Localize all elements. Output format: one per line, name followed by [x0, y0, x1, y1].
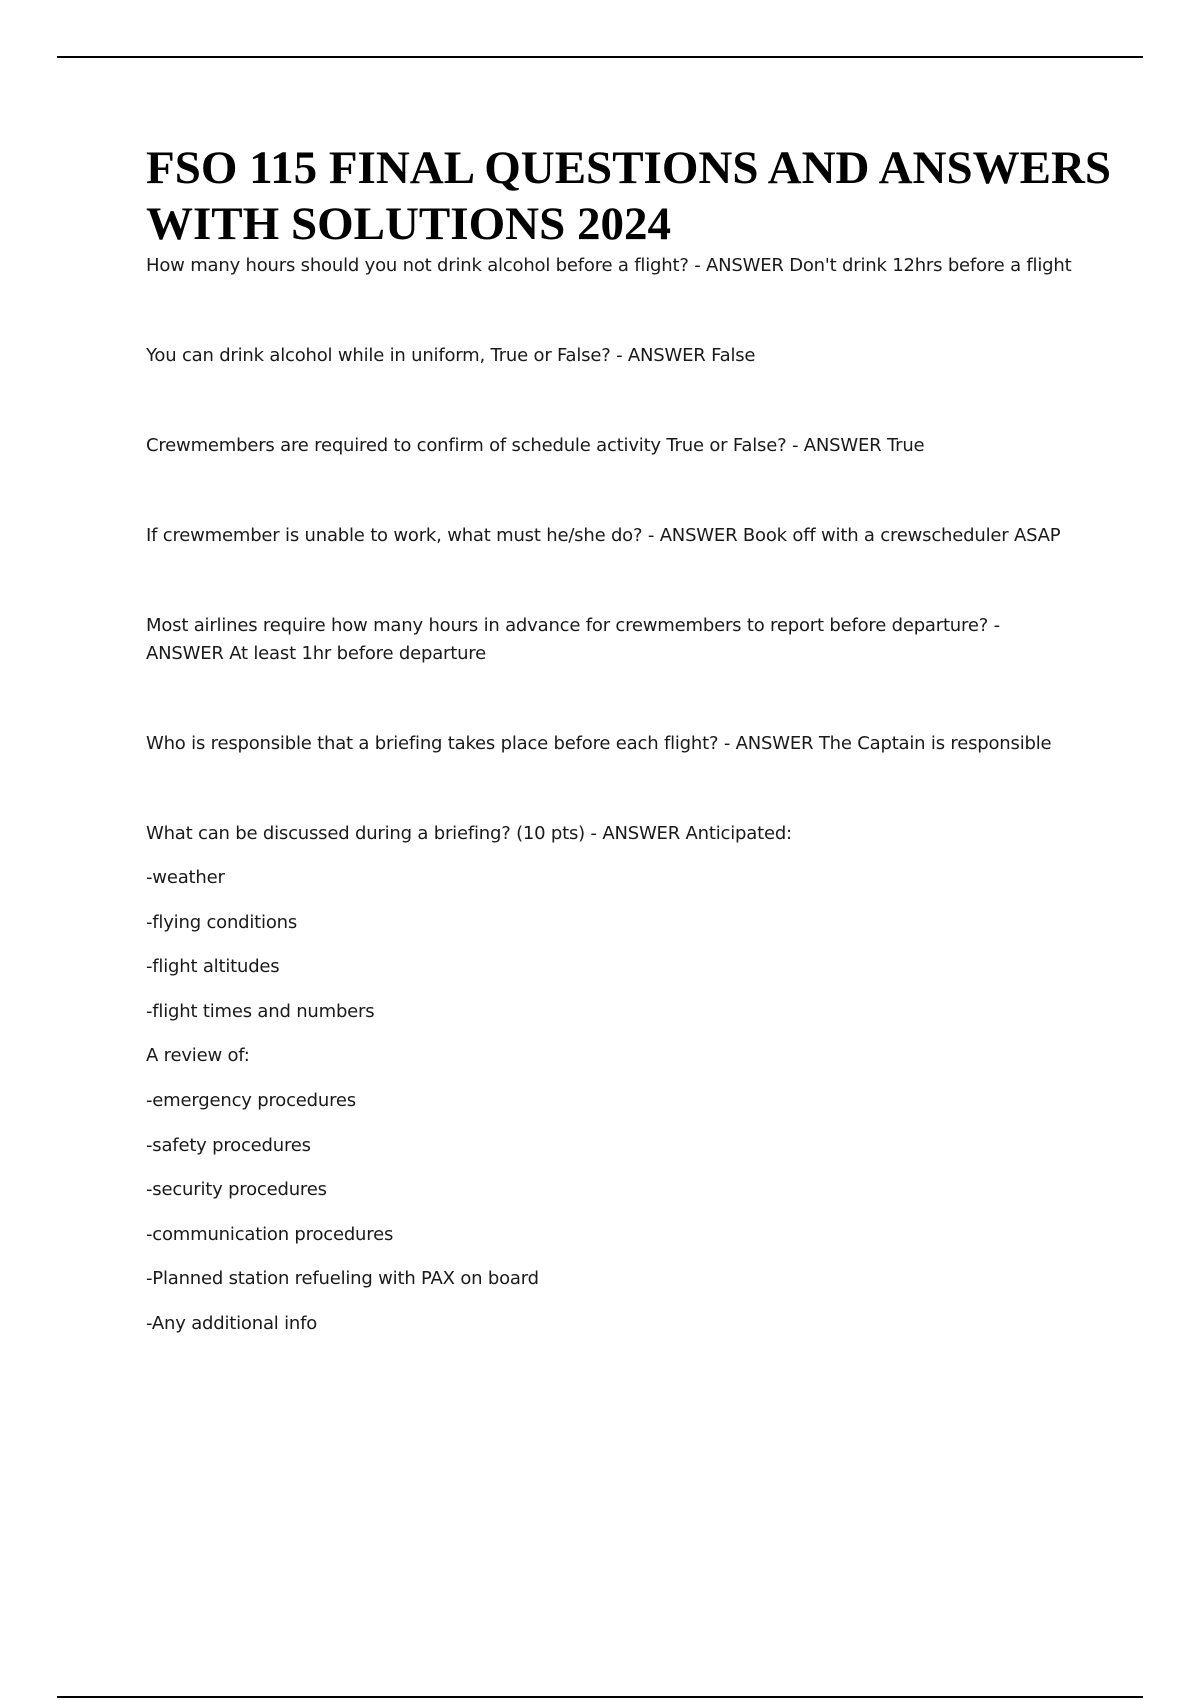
qa-item: You can drink alcohol while in uniform, True or False? - ANSWER False	[146, 345, 756, 366]
qa-item: Crewmembers are required to confirm of schedule activity True or False? - ANSWER True	[146, 435, 925, 456]
list-item: -flying conditions	[146, 911, 298, 933]
list-item: -weather	[146, 867, 225, 888]
bottom-rule	[57, 1696, 1143, 1698]
qa-item: Who is responsible that a briefing takes place before each flight? - ANSWER The Captain is responsible	[146, 733, 1052, 754]
qa-item: How many hours should you not drink alcohol before a flight? - ANSWER Don't drink 12hrs before a flight	[146, 255, 1072, 276]
list-item: -flight altitudes	[146, 956, 280, 978]
briefing-list	[146, 864, 1146, 1355]
list-item: -communication procedures	[146, 1223, 394, 1245]
list-item: -Planned station refueling with PAX on board	[146, 1268, 539, 1290]
qa-section	[146, 252, 1146, 1355]
list-item: -Any additional info	[146, 1312, 318, 1334]
qa-item: What can be discussed during a briefing? (10 pts) - ANSWER Anticipated:	[146, 823, 792, 844]
list-item: -safety procedures	[146, 1134, 311, 1156]
qa-item: Most airlines require how many hours in advance for crewmembers to report before departure? - ANSWER At least 1hr before departure	[146, 615, 1000, 664]
qa-item: If crewmember is unable to work, what must he/she do? - ANSWER Book off with a crewscheduler ASAP	[146, 525, 1061, 546]
document-content	[146, 140, 1146, 1355]
document-title: FSO 115 FINAL QUESTIONS AND ANSWERS WITH SOLUTIONS 2024	[146, 142, 1112, 250]
list-item: -security procedures	[146, 1179, 327, 1201]
list-item: -flight times and numbers	[146, 1000, 375, 1022]
list-item: -emergency procedures	[146, 1089, 356, 1111]
top-rule	[57, 56, 1143, 58]
list-item: A review of:	[146, 1045, 250, 1067]
